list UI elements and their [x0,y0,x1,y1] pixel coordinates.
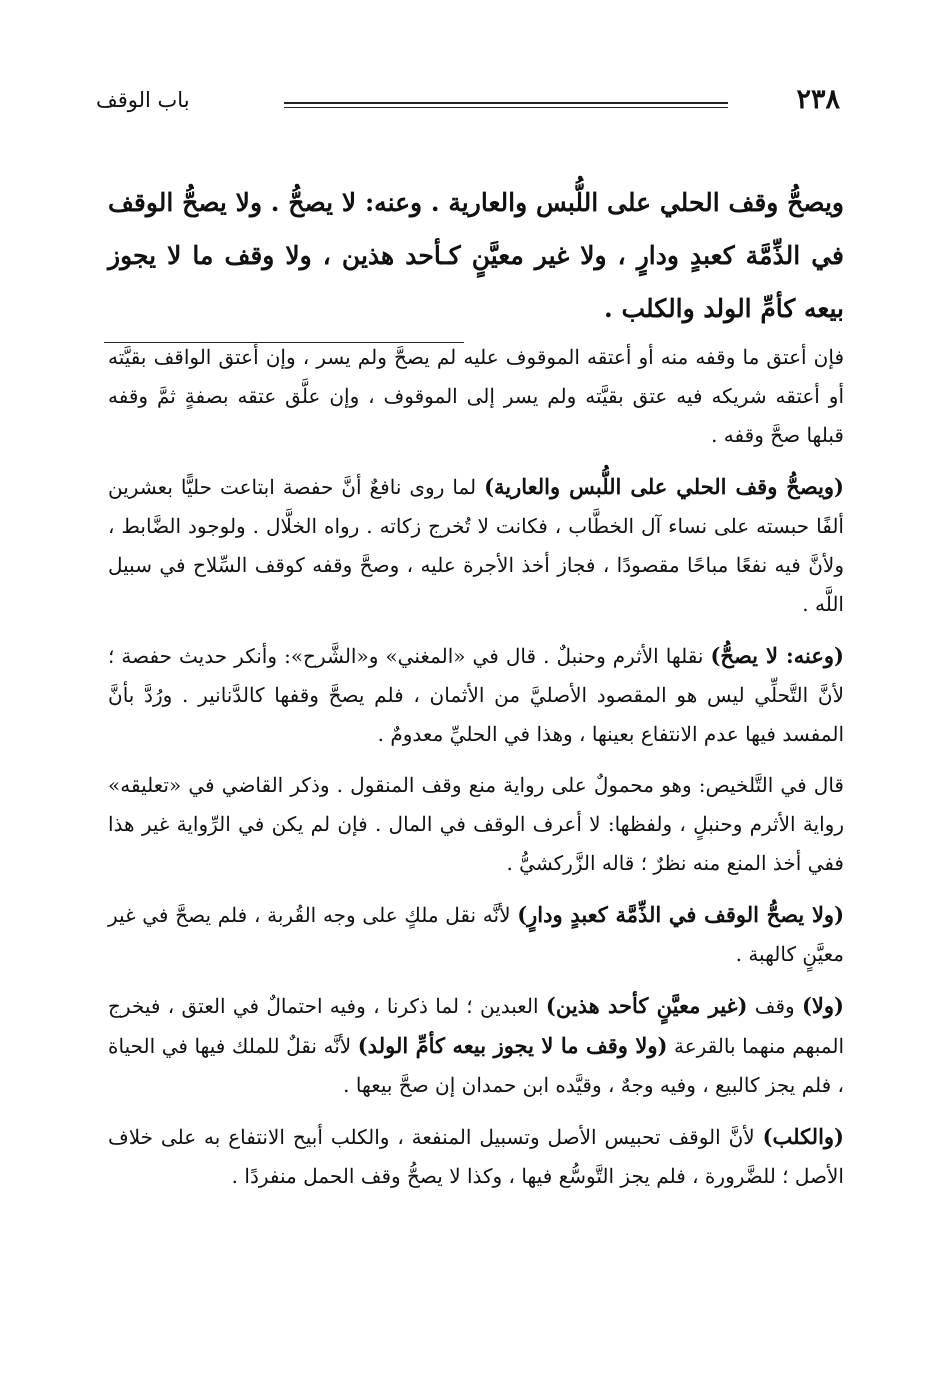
quoted-matn: (والكلب) [762,1124,844,1149]
commentary-text: العبدين ؛ لما ذكرنا ، وفيه احتمالٌ في العتق ، فيخرج المبهم منهما بالقرعة [108,994,844,1058]
commentary-paragraph-7 [108,1117,844,1196]
page-header [96,82,840,126]
commentary-text: لأنَّه نقلٌ للملك فيها في الحياة ، فلم يجز كالبيع ، وفيه وجهٌ ، وقيَّده ابن حمدان إن صحَّ بيعها . [108,1034,844,1097]
commentary-paragraph-1: فإن أعتق ما وقفه منه أو أعتقه الموقوف عليه لم يصحَّ ولم يسر ، وإن أعتق الواقف بقيَّته أو أعتقه شريكه فيه عتق بقيَّته ولم يسر إلى الموقوف ، وإن علَّق عتقه بصفةٍ ثمَّ وقفه قبلها صحَّ وقفه . [108,345,844,447]
quoted-matn: (ولا وقف ما لا يجوز بيعه كأمِّ الولد) [357,1033,668,1058]
matn-text: ويصحُّ وقف الحلي على اللُّبس والعارية . وعنه: لا يصحُّ . ولا يصحُّ الوقف في الذِّمَّة كعبدٍ ودارٍ ، ولا غير معيَّنٍ كـأحد هذين ، ولا وقف ما لا يجوز بيعه كأمِّ الولد والكلب . [108,188,844,323]
quoted-matn: (ولا) [802,993,844,1018]
commentary-paragraph-4: قال في التَّلخيص: وهو محمولٌ على رواية منع وقف المنقول . وذكر القاضي في «تعليقه» رواية الأثرم وحنبلٍ ، ولفظها: لا أعرف الوقف في المال . فإن لم يكن في الرِّواية غير هذا ففي أخذ المنع منه نظرٌ ؛ قاله الزَّركشيُّ . [108,773,844,875]
page-number: ٢٣٨ [796,84,840,115]
quoted-matn: (غير معيَّنٍ كأحد هذين) [545,993,748,1018]
quoted-matn: (وعنه: لا يصحُّ) [710,643,844,668]
commentary-paragraph-3 [108,636,844,754]
commentary-text: نقلها الأثرم وحنبلٌ . قال في «المغني» و«الشَّرح»: وأنكر حديث حفصة ؛ لأنَّ التَّحلِّي ليس هو المقصود الأصليَّ من الأثمان ، فلم يصحَّ وقفها كالدَّنانير . ورُدَّ بأنَّ المفسد فيها عدم الانتفاع بعينها ، وهذا في الحليِّ معدومٌ . [108,644,844,746]
quoted-matn: (ويصحُّ وقف الحلي على اللُّبس والعارية) [484,474,844,499]
quoted-matn: (ولا يصحُّ الوقف في الذِّمَّة كعبدٍ ودارٍ) [517,902,844,927]
commentary-text: لأنَّ الوقف تحبيس الأصل وتسبيل المنفعة ، والكلب أبيح الانتفاع به على خلاف الأصل ؛ للضَّرورة ، فلم يجز التَّوسُّع فيها ، وكذا لا يصحُّ وقف الحمل منفردًا . [108,1125,844,1188]
commentary-paragraph-5 [108,895,844,974]
chapter-title: باب الوقف [96,88,190,112]
commentary-paragraph-2 [108,467,844,624]
commentary [108,338,844,1208]
commentary-text: لأنَّه نقل ملكٍ على وجه القُربة ، فلم يصحَّ في غير معيَّنٍ كالهبة . [108,903,844,966]
header-rule [284,102,728,104]
commentary-paragraph-6 [108,986,844,1105]
commentary-text: وقف [747,994,802,1018]
commentary-text: لما روى نافعٌ أنَّ حفصة ابتاعت حليًّا بعشرين ألفًا حبسته على نساء آل الخطَّاب ، فكانت لا تُخرج زكاته . رواه الخلَّال . ولوجود الضَّابط ، ولأنَّ فيه نفعًا مباحًا مقصودًا ، فجاز أخذ الأجرة عليه ، وصحَّ وقفه كوقف السِّلاح في سبيل اللَّه . [108,475,844,616]
